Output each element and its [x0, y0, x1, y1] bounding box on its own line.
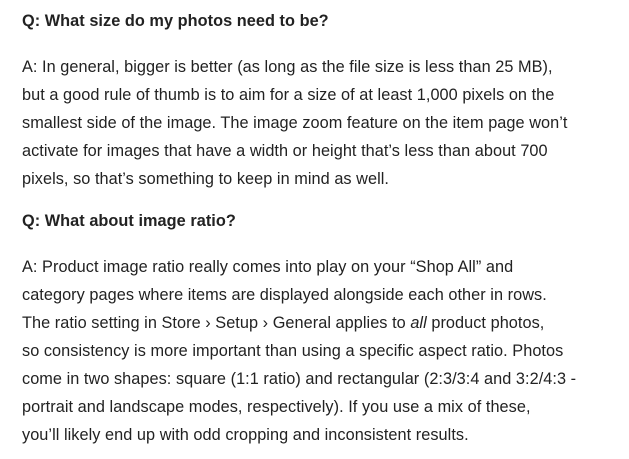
answer-line: A: In general, bigger is better (as long as the file size is less than 25 MB),	[22, 58, 553, 76]
answer-line: but a good rule of thumb is to aim for a size of at least 1,000 pixels on the	[22, 86, 555, 104]
answer-line: portrait and landscape modes, respectively). If you use a mix of these,	[22, 398, 531, 416]
answer-line	[22, 314, 544, 332]
question-image-ratio: Q: What about image ratio?	[22, 212, 236, 230]
answer-line: pixels, so that’s something to keep in mind as well.	[22, 170, 390, 188]
answer-line: so consistency is more important than using a specific aspect ratio. Photos	[22, 342, 564, 360]
answer-line: come in two shapes: square (1:1 ratio) and rectangular (2:3/3:4 and 3:2/4:3 -	[22, 370, 577, 388]
answer-photo-size	[22, 53, 607, 193]
answer-text: product photos,	[426, 314, 545, 332]
answer-image-ratio	[22, 253, 607, 449]
answer-line: A: Product image ratio really comes into play on your “Shop All” and	[22, 258, 514, 276]
emphasis-all: all	[410, 314, 427, 332]
question-photo-size: Q: What size do my photos need to be?	[22, 12, 329, 30]
answer-line: activate for images that have a width or height that’s less than about 700	[22, 142, 548, 160]
answer-line: you’ll likely end up with odd cropping and inconsistent results.	[22, 426, 469, 444]
answer-line: category pages where items are displayed alongside each other in rows.	[22, 286, 547, 304]
answer-line: smallest side of the image. The image zoom feature on the item page won’t	[22, 114, 568, 132]
answer-text: The ratio setting in Store › Setup › General applies to	[22, 314, 411, 332]
